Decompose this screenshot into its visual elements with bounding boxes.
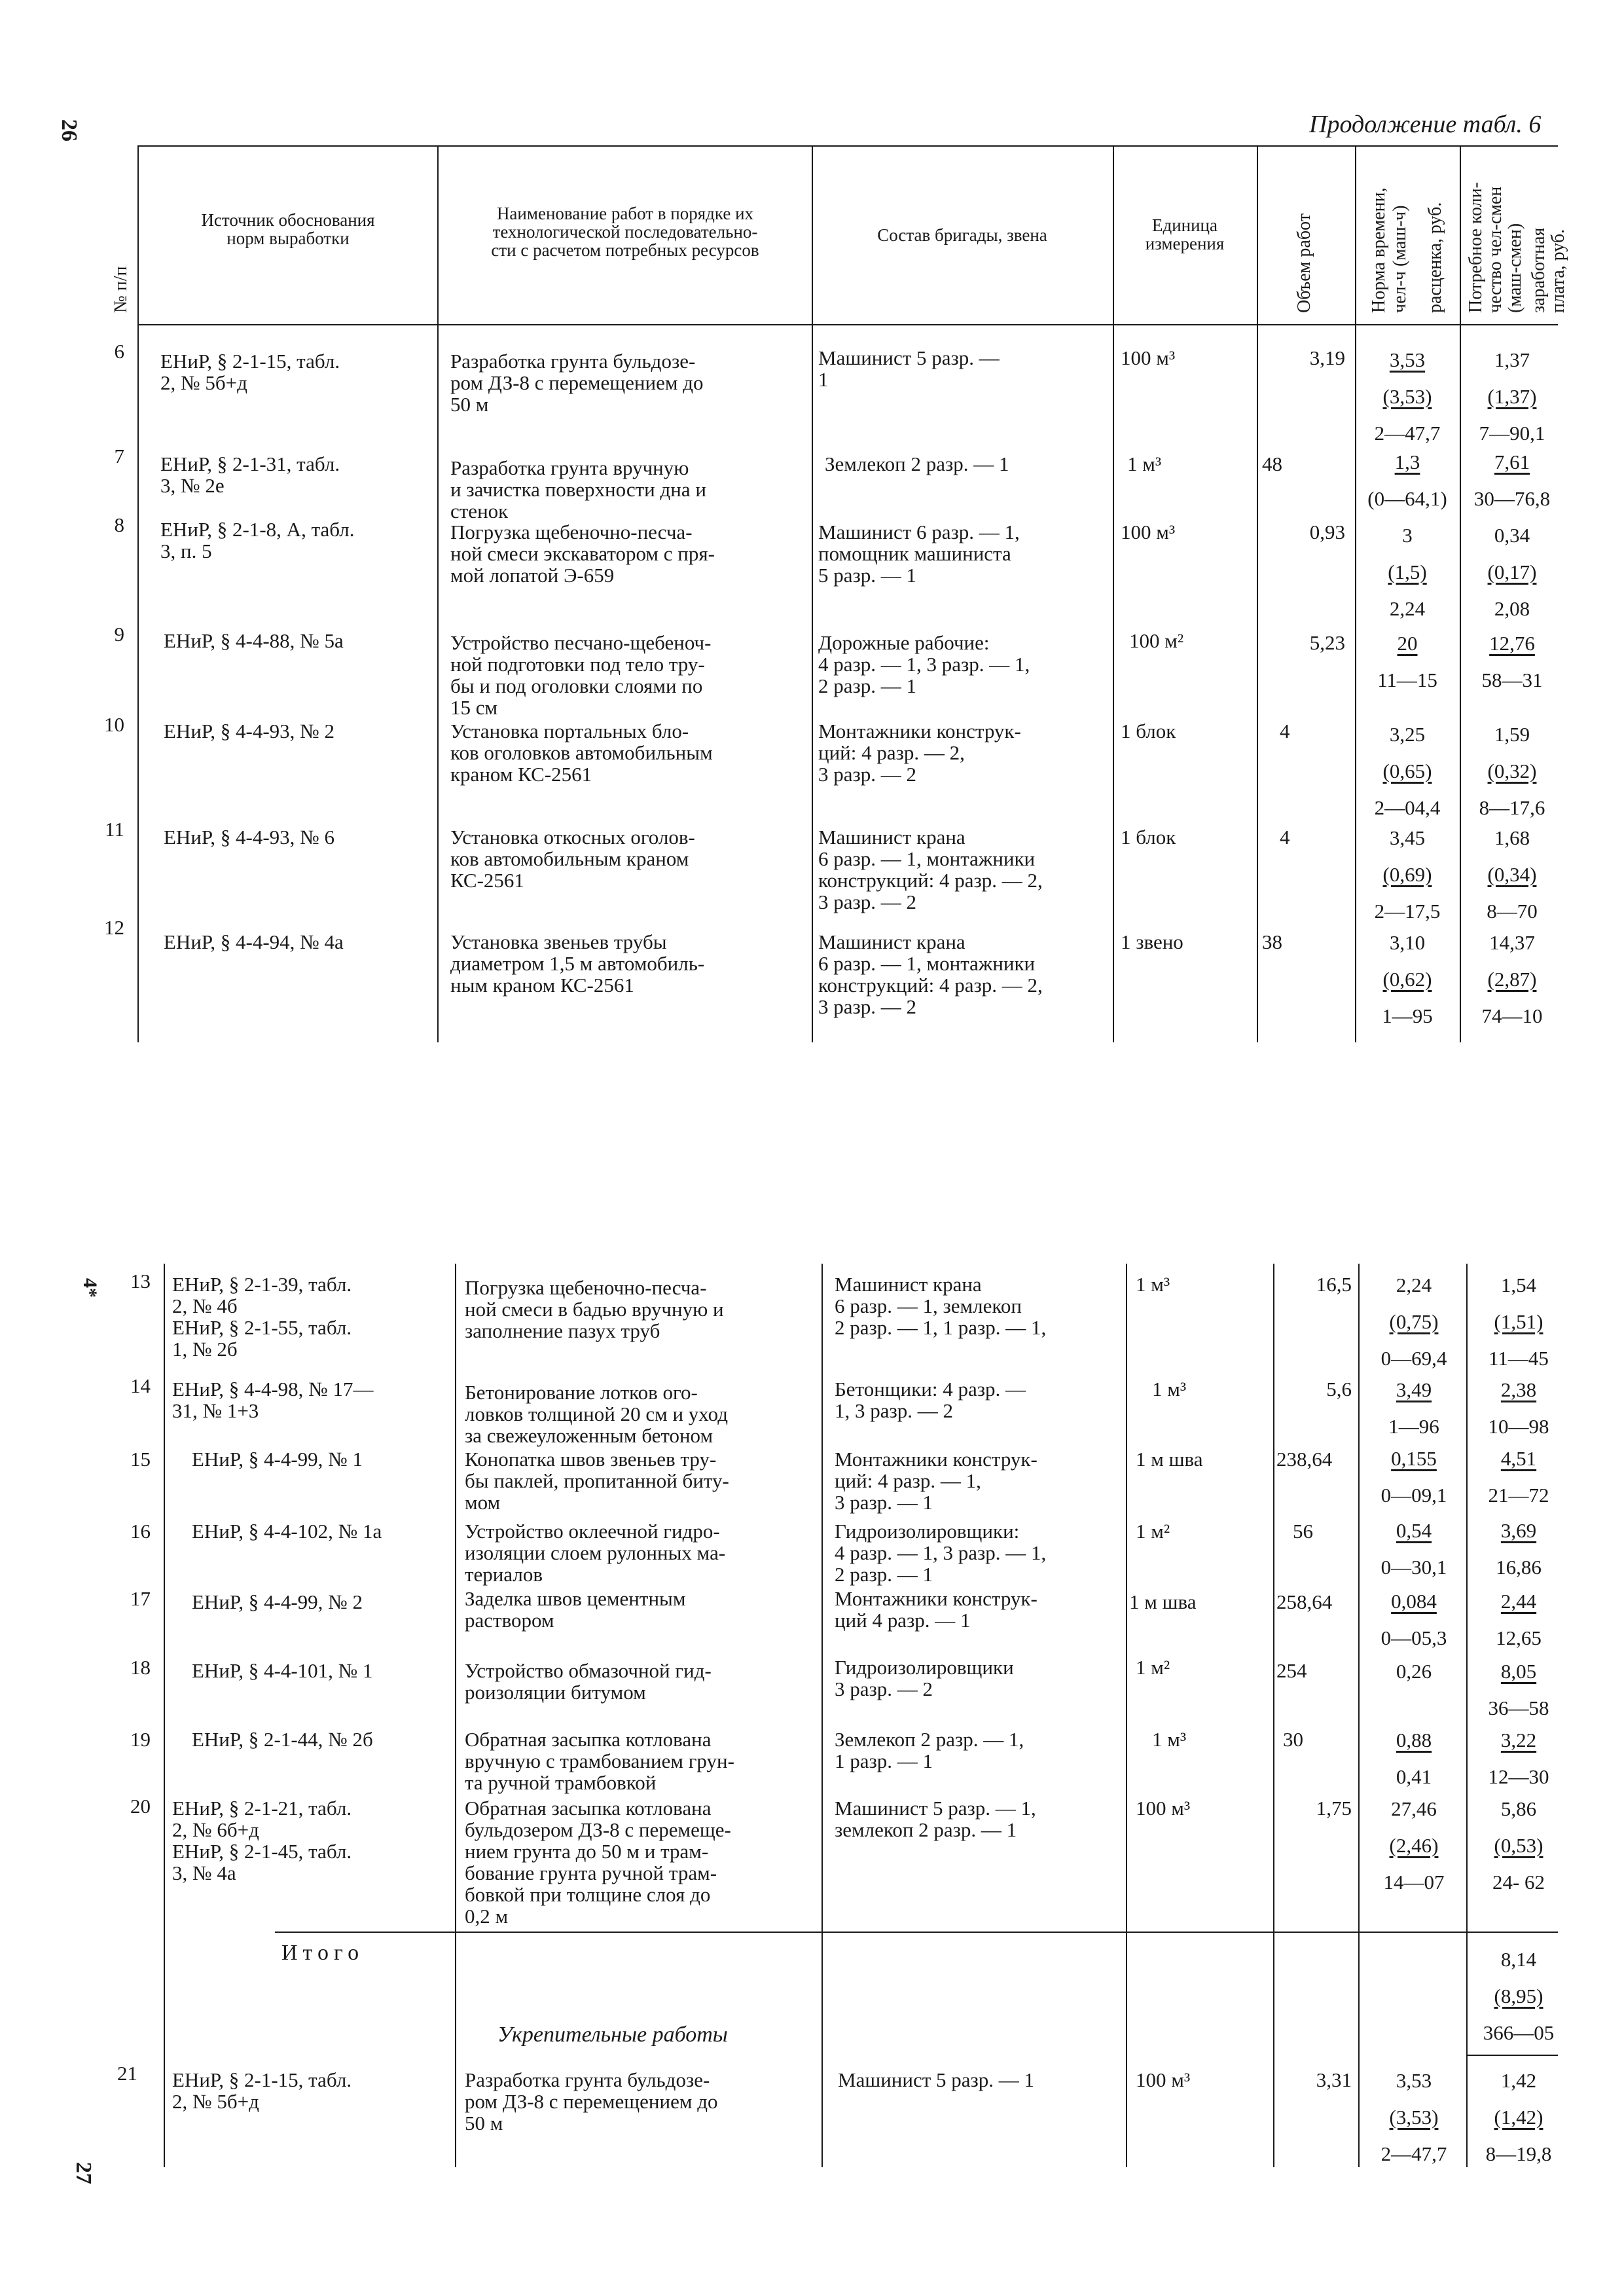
row-unit: 1 м³ <box>1152 1728 1187 1751</box>
row-crew: Машинист крана 6 разр. — 1, монтажники конструкций: 4 разр. — 2, 3 разр. — 2 <box>818 826 1043 913</box>
row-name: Заделка швов цементным раствором <box>465 1587 686 1632</box>
norm-2: 0—30,1 <box>1380 1556 1447 1579</box>
need-2: (1,37) <box>1487 385 1537 408</box>
row-number: 15 <box>130 1448 151 1471</box>
row-source: ЕНиР, § 4-4-102, № 1а <box>192 1520 382 1543</box>
norm-1: 27,46 <box>1391 1797 1437 1820</box>
norm-1: 2,24 <box>1396 1273 1432 1296</box>
row-source: ЕНиР, § 4-4-93, № 2 <box>164 720 335 742</box>
total-need-3: 366—05 <box>1483 2021 1555 2044</box>
row-name: Устройство песчано-щебеноч- ной подготовки под тело тру- бы и под оголовки слоями по 15 см <box>450 631 712 719</box>
need-1: 2,38 <box>1500 1378 1537 1401</box>
need-2: 21—72 <box>1488 1484 1549 1507</box>
header-bottom-rule <box>137 324 1558 325</box>
norm-2: (0,62) <box>1382 968 1432 991</box>
row-source: ЕНиР, § 2-1-31, табл. 3, № 2е <box>160 452 340 497</box>
need-3: 8—17,6 <box>1479 796 1545 819</box>
row-unit: 1 блок <box>1121 826 1176 849</box>
col-sep-3 <box>812 145 813 1042</box>
total-rule <box>275 1932 1558 1933</box>
row-number: 6 <box>114 340 124 363</box>
norm-2: (1,5) <box>1388 560 1427 583</box>
row-number: 20 <box>130 1795 151 1818</box>
need-1: 1,37 <box>1494 348 1530 371</box>
row-volume: 3,31 <box>1316 2068 1352 2091</box>
row-volume: 3,19 <box>1309 346 1345 369</box>
row-number: 17 <box>130 1587 151 1610</box>
header-num: № п/п <box>111 266 131 313</box>
row-unit: 100 м³ <box>1121 521 1176 543</box>
need-2: (1,51) <box>1494 1310 1543 1333</box>
need-2: 30—76,8 <box>1473 487 1551 510</box>
row-name: Погрузка щебеночно-песча- ной смеси в бадью вручную и заполнение пазух труб <box>465 1276 724 1342</box>
need-3: 8—70 <box>1487 900 1538 923</box>
row-unit: 1 м² <box>1136 1656 1170 1679</box>
row-unit: 100 м² <box>1129 629 1184 652</box>
total-bottom-rule <box>1466 2055 1558 2056</box>
need-2: (0,17) <box>1487 560 1537 583</box>
lower-col-sep-5 <box>1273 1264 1274 2167</box>
row-number: 7 <box>114 445 124 467</box>
need-3: 8—19,8 <box>1485 2142 1552 2165</box>
need-3: 74—10 <box>1481 1004 1543 1027</box>
norm-1: 0,155 <box>1391 1447 1437 1470</box>
row-name: Разработка грунта бульдозе- ром ДЗ-8 с перемещением до 50 м <box>450 350 704 416</box>
need-2: 12—30 <box>1488 1765 1549 1788</box>
row-volume: 48 <box>1262 452 1282 475</box>
row-crew: Дорожные рабочие: 4 разр. — 1, 3 разр. — 1, 2 разр. — 1 <box>818 631 1030 697</box>
need-1: 3,22 <box>1500 1729 1537 1751</box>
lower-col-sep-2 <box>455 1264 456 2167</box>
header-need-d: заработная <box>1528 227 1549 313</box>
norm-1: 0,26 <box>1396 1660 1432 1683</box>
row-number: 10 <box>104 713 124 736</box>
row-number: 9 <box>114 623 124 646</box>
norm-3: 1—95 <box>1382 1004 1433 1027</box>
row-name: Погрузка щебеночно-песча- ной смеси экскаватором с пря- мой лопатой Э-659 <box>450 521 715 587</box>
col-sep-5 <box>1257 145 1258 1042</box>
row-crew: Гидроизолировщики: 4 разр. — 1, 3 разр. — 1, 2 разр. — 1 <box>835 1520 1047 1586</box>
row-number: 12 <box>104 916 124 939</box>
row-crew: Машинист 6 разр. — 1, помощник машиниста 5 разр. — 1 <box>818 521 1020 587</box>
row-unit: 1 м³ <box>1136 1273 1170 1296</box>
need-2: (2,87) <box>1487 968 1537 991</box>
row-name: Конопатка швов звеньев тру- бы паклей, пропитанной биту- мом <box>465 1448 729 1514</box>
star-mark: 4* <box>79 1278 101 1298</box>
norm-2: (0—64,1) <box>1367 487 1447 510</box>
page-number-bottom: 27 <box>71 2162 96 2184</box>
norm-2: 11—15 <box>1377 668 1437 691</box>
norm-3: 2—04,4 <box>1374 796 1441 819</box>
row-unit: 1 м шва <box>1129 1590 1197 1613</box>
row-crew: Машинист 5 разр. — 1 <box>838 2068 1035 2091</box>
norm-1: 3,53 <box>1396 2069 1432 2092</box>
need-2: 10—98 <box>1488 1415 1549 1438</box>
norm-2: (3,53) <box>1389 2106 1439 2129</box>
row-unit: 1 м³ <box>1152 1378 1187 1401</box>
need-2: 16,86 <box>1496 1556 1542 1579</box>
row-volume: 5,6 <box>1326 1378 1352 1401</box>
row-unit: 100 м³ <box>1136 1797 1191 1820</box>
row-source: ЕНиР, § 4-4-88, № 5а <box>164 629 344 652</box>
header-source: Источник обоснования норм выработки <box>201 210 375 248</box>
need-1: 5,86 <box>1500 1797 1537 1820</box>
row-volume: 4 <box>1280 826 1290 849</box>
row-unit: 1 м² <box>1136 1520 1170 1543</box>
need-2: (0,53) <box>1494 1834 1543 1857</box>
need-1: 1,54 <box>1500 1273 1537 1296</box>
norm-3: 2—47,7 <box>1374 422 1441 445</box>
norm-2: 0—09,1 <box>1380 1484 1447 1507</box>
norm-1: 1,3 <box>1394 450 1420 473</box>
row-name: Установка звеньев трубы диаметром 1,5 м автомобиль- ным краном КС-2561 <box>450 930 705 997</box>
norm-2: 0,41 <box>1396 1765 1432 1788</box>
need-1: 2,44 <box>1500 1590 1537 1613</box>
row-name: Устройство оклеечной гидро- изоляции слоем рулонных ма- териалов <box>465 1520 726 1586</box>
row-source: ЕНиР, § 2-1-15, табл. 2, № 5б+д <box>172 2068 352 2113</box>
row-crew: Землекоп 2 разр. — 1 <box>825 452 1009 475</box>
norm-2: (0,65) <box>1382 760 1432 782</box>
norm-1: 20 <box>1397 632 1418 655</box>
col-sep-4 <box>1113 145 1114 1042</box>
row-volume: 16,5 <box>1316 1273 1352 1296</box>
need-2: (0,32) <box>1487 760 1537 782</box>
norm-2: (2,46) <box>1389 1834 1439 1857</box>
need-1: 12,76 <box>1489 632 1535 655</box>
row-unit: 1 м³ <box>1127 452 1162 475</box>
norm-1: 3,10 <box>1389 931 1426 954</box>
row-crew: Бетонщики: 4 разр. — 1, 3 разр. — 2 <box>835 1378 1026 1422</box>
need-3: 24- 62 <box>1492 1871 1545 1894</box>
norm-2: 0—05,3 <box>1380 1626 1447 1649</box>
total-values <box>1470 1941 1568 2051</box>
need-2: 12,65 <box>1496 1626 1542 1649</box>
norm-1: 3,49 <box>1396 1378 1432 1401</box>
header-need-c: (маш-смен) <box>1505 223 1525 313</box>
row-number: 11 <box>105 818 124 841</box>
norm-3: 2—47,7 <box>1380 2142 1447 2165</box>
row-number: 13 <box>130 1270 151 1292</box>
row-crew: Гидроизолировщики 3 разр. — 2 <box>835 1656 1014 1700</box>
need-1: 3,69 <box>1500 1519 1537 1542</box>
row-volume: 1,75 <box>1316 1797 1352 1820</box>
row-crew: Машинист 5 разр. — 1 <box>818 346 1000 391</box>
row-number: 19 <box>130 1728 151 1751</box>
need-1: 14,37 <box>1489 931 1535 954</box>
norm-2: (0,69) <box>1382 863 1432 886</box>
need-2: 36—58 <box>1488 1696 1549 1719</box>
row-name: Устройство обмазочной гид- роизоляции битумом <box>465 1659 712 1704</box>
row-source: ЕНиР, § 2-1-39, табл. 2, № 4б ЕНиР, § 2-1-55, табл. 1, № 2б <box>172 1273 352 1361</box>
row-source: ЕНиР, § 4-4-99, № 1 <box>192 1448 363 1471</box>
need-2: 58—31 <box>1481 668 1543 691</box>
norm-3: 2—17,5 <box>1374 900 1441 923</box>
row-name: Разработка грунта бульдозе- ром ДЗ-8 с перемещением до 50 м <box>465 2068 718 2134</box>
row-crew: Машинист крана 6 разр. — 1, монтажники конструкций: 4 разр. — 2, 3 разр. — 2 <box>818 930 1043 1018</box>
row-source: ЕНиР, § 4-4-93, № 6 <box>164 826 335 849</box>
row-name: Обратная засыпка котлована вручную с трамбованием грун- та ручной трамбовкой <box>465 1728 734 1794</box>
norm-1: 0,88 <box>1396 1729 1432 1751</box>
row-source: ЕНиР, § 2-1-21, табл. 2, № 6б+д ЕНиР, § 2-1-45, табл. 3, № 4а <box>172 1797 352 1884</box>
norm-1: 0,54 <box>1396 1519 1432 1542</box>
norm-1: 3,53 <box>1389 348 1426 371</box>
norm-2: 1—96 <box>1388 1415 1439 1438</box>
lower-col-sep-7 <box>1466 1264 1468 2167</box>
row-crew: Монтажники конструк- ций: 4 разр. — 2, 3 разр. — 2 <box>818 720 1021 786</box>
row-source: ЕНиР, § 2-1-8, А, табл. 3, п. 5 <box>160 518 355 562</box>
header-unit: Единица измерения <box>1145 215 1225 253</box>
row-unit: 100 м³ <box>1136 2068 1191 2091</box>
row-name: Разработка грунта вручную и зачистка поверхности дна и стенок <box>450 456 706 522</box>
row-number: 18 <box>130 1656 151 1679</box>
header-norm-b: чел-ч (маш-ч) <box>1390 205 1410 313</box>
need-3: 2,08 <box>1494 597 1530 620</box>
row-crew: Монтажники конструк- ций 4 разр. — 1 <box>835 1587 1038 1632</box>
row-name: Обратная засыпка котлована бульдозером ДЗ-8 с перемеще- нием грунта до 50 м и трам- бование грунта ручной трам- бовкой при толщине слоя до 0,2 м <box>465 1797 731 1928</box>
continuation-label: Продолжение табл. 6 <box>1309 111 1542 138</box>
row-volume: 258,64 <box>1276 1590 1333 1613</box>
header-need-e: плата, руб. <box>1548 229 1568 313</box>
norm-3: 14—07 <box>1383 1871 1445 1894</box>
need-3: 7—90,1 <box>1479 422 1545 445</box>
header-norm-a: Норма времени, <box>1369 187 1389 313</box>
row-unit: 1 звено <box>1121 930 1183 953</box>
need-1: 8,05 <box>1500 1660 1537 1683</box>
row-number: 16 <box>130 1520 151 1543</box>
row-name: Бетонирование лотков ого- ловков толщиной 20 см и уход за свежеуложенным бетоном <box>465 1381 728 1447</box>
lower-col-sep-4 <box>1126 1264 1127 2167</box>
total-need-1: 8,14 <box>1500 1948 1537 1971</box>
col-sep-1 <box>137 145 139 1042</box>
row-source: ЕНиР, § 4-4-101, № 1 <box>192 1659 373 1682</box>
need-1: 1,59 <box>1494 723 1530 746</box>
lower-col-sep-3 <box>821 1264 823 2167</box>
row-source: ЕНиР, § 4-4-99, № 2 <box>192 1590 363 1613</box>
row-source: ЕНиР, § 2-1-15, табл. 2, № 5б+д <box>160 350 340 394</box>
row-name: Установка портальных бло- ков оголовков автомобильным краном КС-2561 <box>450 720 713 786</box>
need-1: 7,61 <box>1494 450 1530 473</box>
page-number-top: 26 <box>57 119 81 141</box>
row-volume: 30 <box>1283 1728 1303 1751</box>
need-1: 1,42 <box>1500 2069 1537 2092</box>
section-title: Укрепительные работы <box>497 2023 728 2047</box>
need-1: 4,51 <box>1500 1447 1537 1470</box>
header-volume: Объем работ <box>1294 213 1314 313</box>
row-number: 8 <box>114 513 124 536</box>
norm-1: 3,25 <box>1389 723 1426 746</box>
header-norm-c: расценка, руб. <box>1425 202 1445 313</box>
row-source: ЕНиР, § 2-1-44, № 2б <box>192 1728 373 1751</box>
row-unit: 1 м шва <box>1136 1448 1203 1471</box>
row-volume: 0,93 <box>1309 521 1345 543</box>
norm-1: 0,084 <box>1391 1590 1437 1613</box>
row-unit: 1 блок <box>1121 720 1176 742</box>
header-need-a: Потребное коли- <box>1466 182 1486 313</box>
need-2: (0,34) <box>1487 863 1537 886</box>
row-volume: 38 <box>1262 930 1282 953</box>
row-volume: 238,64 <box>1276 1448 1333 1471</box>
row-number: 21 <box>117 2062 137 2085</box>
col-sep-2 <box>437 145 439 1042</box>
row-volume: 4 <box>1280 720 1290 742</box>
need-3: 11—45 <box>1489 1347 1549 1370</box>
header-top-rule <box>137 145 1558 147</box>
need-1: 0,34 <box>1494 524 1530 547</box>
norm-1: 3,45 <box>1389 826 1426 849</box>
row-unit: 100 м³ <box>1121 346 1176 369</box>
row-crew: Машинист крана 6 разр. — 1, землекоп 2 разр. — 1, 1 разр. — 1, <box>835 1273 1047 1339</box>
header-name: Наименование работ в порядке их технологической последовательно- сти с расчетом потребных ресурсов <box>491 204 759 260</box>
lower-col-sep-6 <box>1358 1264 1360 2167</box>
header-need-b: чество чел-смен <box>1485 186 1506 313</box>
norm-1: 3 <box>1402 524 1413 547</box>
row-crew: Монтажники конструк- ций: 4 разр. — 1, 3 разр. — 1 <box>835 1448 1038 1514</box>
norm-2: (3,53) <box>1382 385 1432 408</box>
need-1: 1,68 <box>1494 826 1530 849</box>
total-label: Итого <box>281 1941 365 1965</box>
row-name: Установка откосных оголов- ков автомобильным краном КС-2561 <box>450 826 695 892</box>
header-crew: Состав бригады, звена <box>877 225 1047 245</box>
row-volume: 254 <box>1276 1659 1307 1682</box>
total-need-2: (8,95) <box>1494 1985 1543 2007</box>
row-crew: Землекоп 2 разр. — 1, 1 разр. — 1 <box>835 1728 1024 1772</box>
row-volume: 56 <box>1293 1520 1313 1543</box>
need-2: (1,42) <box>1494 2106 1543 2129</box>
row-crew: Машинист 5 разр. — 1, землекоп 2 разр. — 1 <box>835 1797 1036 1841</box>
norm-3: 0—69,4 <box>1380 1347 1447 1370</box>
lower-col-sep-1 <box>164 1264 165 2167</box>
norm-2: (0,75) <box>1389 1310 1439 1333</box>
norm-3: 2,24 <box>1389 597 1426 620</box>
row-source: ЕНиР, § 4-4-94, № 4а <box>164 930 344 953</box>
row-source: ЕНиР, § 4-4-98, № 17— 31, № 1+3 <box>172 1378 374 1422</box>
row-number: 14 <box>130 1374 151 1397</box>
row-volume: 5,23 <box>1309 631 1345 654</box>
